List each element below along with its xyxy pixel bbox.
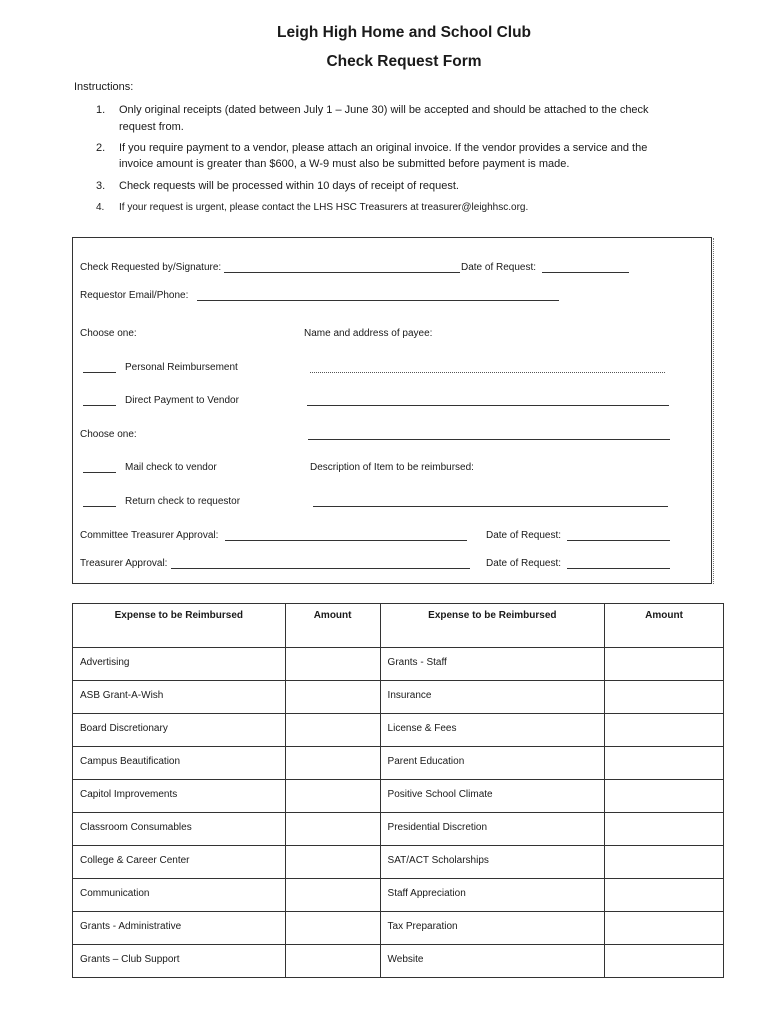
- amount-cell[interactable]: [605, 714, 724, 747]
- amount-header: Amount: [605, 604, 724, 648]
- choose-one-delivery-label: Choose one:: [80, 429, 137, 440]
- expense-cell: License & Fees: [380, 714, 605, 747]
- requested-by-label: Check Requested by/Signature:: [80, 262, 222, 273]
- direct-payment-check[interactable]: [83, 405, 116, 406]
- payee-line-2[interactable]: [307, 405, 669, 406]
- table-row: [73, 945, 724, 978]
- amount-cell[interactable]: [285, 648, 380, 681]
- expense-cell: Staff Appreciation: [380, 879, 605, 912]
- amount-cell[interactable]: [285, 780, 380, 813]
- amount-header: Amount: [285, 604, 380, 648]
- expense-cell: Classroom Consumables: [73, 813, 286, 846]
- expense-cell: College & Career Center: [73, 846, 286, 879]
- request-form-box: [72, 237, 712, 584]
- table-row: [73, 681, 724, 714]
- table-row: [73, 747, 724, 780]
- amount-cell[interactable]: [285, 879, 380, 912]
- amount-cell[interactable]: [285, 714, 380, 747]
- table-row: [73, 912, 724, 945]
- date-of-request-field[interactable]: [542, 272, 629, 273]
- instruction-text-cont: invoice amount is greater than $600, a W-9 must also be submitted before payment is made.: [119, 158, 570, 170]
- instruction-number: 1.: [96, 104, 106, 116]
- return-check-label: Return check to requestor: [125, 496, 241, 507]
- amount-cell[interactable]: [285, 681, 380, 714]
- amount-cell[interactable]: [605, 846, 724, 879]
- amount-cell[interactable]: [605, 648, 724, 681]
- signature-field[interactable]: [224, 272, 460, 273]
- expense-cell: Grants – Club Support: [73, 945, 286, 978]
- amount-cell[interactable]: [605, 912, 724, 945]
- payee-line-1[interactable]: [310, 372, 665, 373]
- committee-date-label: Date of Request:: [486, 530, 562, 541]
- table-row: [73, 714, 724, 747]
- amount-cell[interactable]: [605, 747, 724, 780]
- expense-cell: SAT/ACT Scholarships: [380, 846, 605, 879]
- requestor-email-field[interactable]: [197, 300, 559, 301]
- expense-cell: Campus Beautification: [73, 747, 286, 780]
- date-of-request-label: Date of Request:: [461, 262, 537, 273]
- expense-cell: Grants - Administrative: [73, 912, 286, 945]
- form-title: Check Request Form: [326, 53, 482, 70]
- treasurer-date-label: Date of Request:: [486, 558, 562, 569]
- table-row: [73, 648, 724, 681]
- amount-cell[interactable]: [285, 912, 380, 945]
- amount-cell[interactable]: [605, 780, 724, 813]
- description-label: Description of Item to be reimbursed:: [310, 462, 474, 473]
- mail-check-check[interactable]: [83, 472, 116, 473]
- table-row: [73, 813, 724, 846]
- table-row: [73, 780, 724, 813]
- mail-check-label: Mail check to vendor: [125, 462, 217, 473]
- expense-cell: Presidential Discretion: [380, 813, 605, 846]
- requestor-email-label: Requestor Email/Phone:: [80, 290, 189, 301]
- expense-cell: Capitol Improvements: [73, 780, 286, 813]
- amount-cell[interactable]: [285, 945, 380, 978]
- choose-one-payment-label: Choose one:: [80, 328, 137, 339]
- expense-header: Expense to be Reimbursed: [73, 604, 286, 648]
- expense-cell: Insurance: [380, 681, 605, 714]
- instruction-text: Only original receipts (dated between July 1 – June 30) will be accepted and should be attached to the check: [119, 104, 649, 116]
- expense-cell: Board Discretionary: [73, 714, 286, 747]
- table-row: [73, 879, 724, 912]
- instruction-text: Check requests will be processed within 10 days of receipt of request.: [119, 180, 459, 192]
- treasurer-approval-label: Treasurer Approval:: [80, 558, 168, 569]
- personal-reimbursement-label: Personal Reimbursement: [125, 362, 238, 373]
- expense-cell: Positive School Climate: [380, 780, 605, 813]
- amount-cell[interactable]: [605, 813, 724, 846]
- org-title: Leigh High Home and School Club: [276, 24, 532, 41]
- expense-cell: Website: [380, 945, 605, 978]
- committee-approval-field[interactable]: [225, 540, 467, 541]
- committee-approval-label: Committee Treasurer Approval:: [80, 530, 219, 541]
- expense-cell: ASB Grant-A-Wish: [73, 681, 286, 714]
- instruction-text-cont: request from.: [119, 121, 184, 133]
- instruction-number: 3.: [96, 180, 106, 192]
- amount-cell[interactable]: [285, 846, 380, 879]
- direct-payment-label: Direct Payment to Vendor: [125, 395, 239, 406]
- return-check-check[interactable]: [83, 506, 116, 507]
- committee-date-field[interactable]: [567, 540, 670, 541]
- amount-cell[interactable]: [605, 945, 724, 978]
- amount-cell[interactable]: [285, 747, 380, 780]
- treasurer-approval-field[interactable]: [171, 568, 470, 569]
- expense-cell: Communication: [73, 879, 286, 912]
- instruction-text: If your request is urgent, please contact the LHS HSC Treasurers at treasurer@leighhsc.org.: [119, 202, 529, 213]
- instruction-text: If you require payment to a vendor, please attach an original invoice. If the vendor provides a service and the: [119, 142, 648, 154]
- amount-cell[interactable]: [285, 813, 380, 846]
- expense-cell: Tax Preparation: [380, 912, 605, 945]
- table-header-row: [73, 604, 724, 648]
- amount-cell[interactable]: [605, 681, 724, 714]
- amount-cell[interactable]: [605, 879, 724, 912]
- instruction-number: 2.: [96, 142, 106, 154]
- expense-cell: Parent Education: [380, 747, 605, 780]
- expense-table: [72, 603, 724, 978]
- payee-line-3[interactable]: [308, 439, 670, 440]
- payee-label: Name and address of payee:: [304, 328, 433, 339]
- expense-header: Expense to be Reimbursed: [380, 604, 605, 648]
- expense-cell: Advertising: [73, 648, 286, 681]
- description-field[interactable]: [313, 506, 668, 507]
- personal-reimbursement-check[interactable]: [83, 372, 116, 373]
- expense-cell: Grants - Staff: [380, 648, 605, 681]
- table-row: [73, 846, 724, 879]
- treasurer-date-field[interactable]: [567, 568, 670, 569]
- instructions-label: Instructions:: [74, 81, 134, 93]
- instruction-number: 4.: [96, 202, 105, 213]
